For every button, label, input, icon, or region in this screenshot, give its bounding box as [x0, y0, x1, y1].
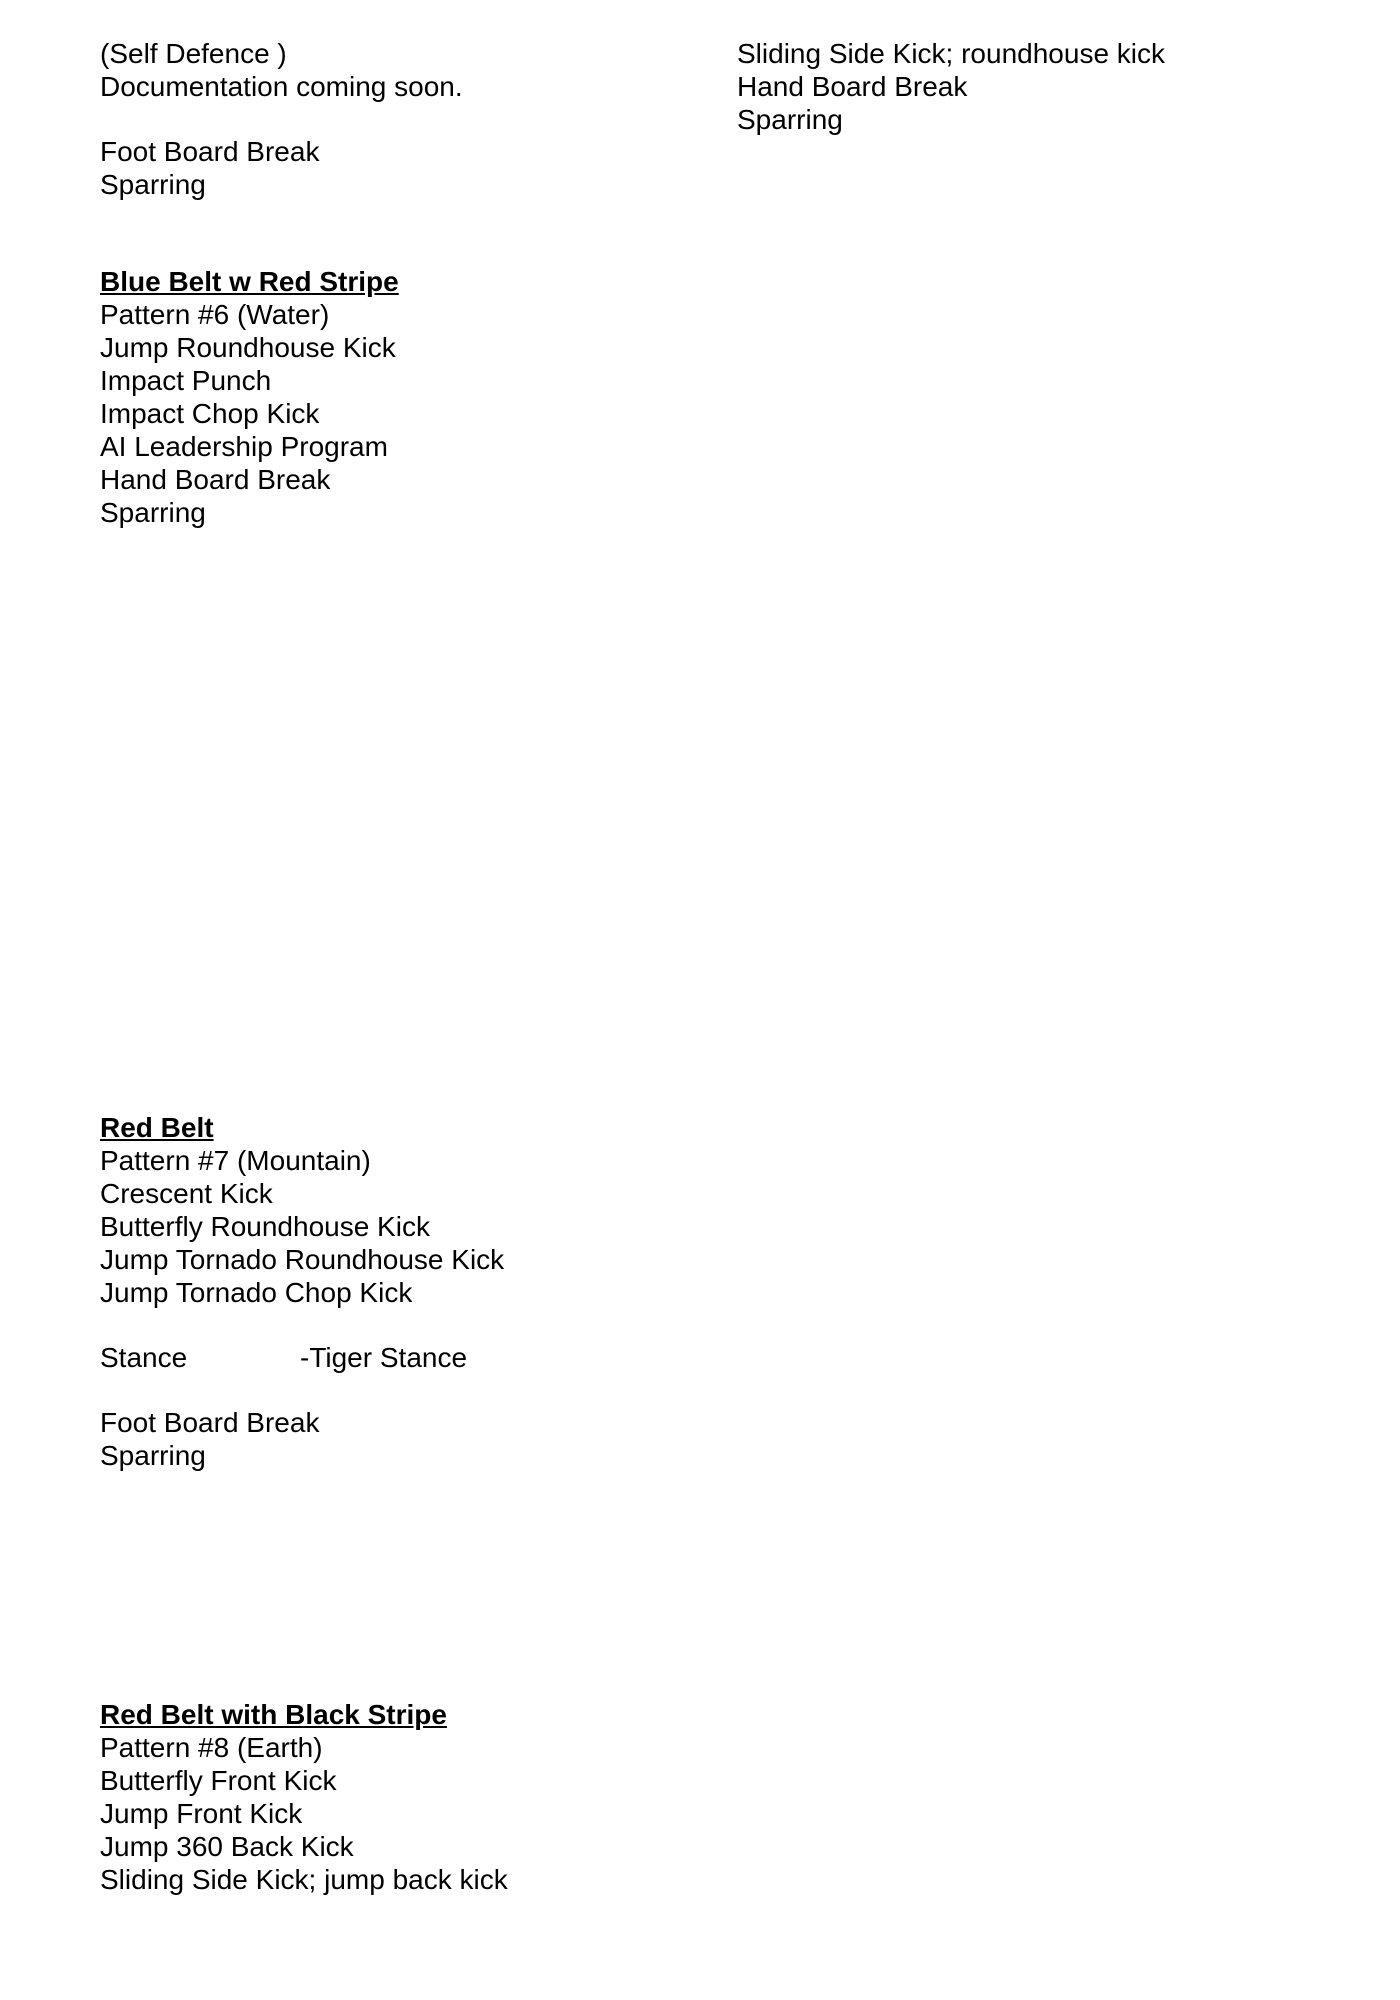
list-item: Hand Board Break	[100, 464, 331, 495]
list-item: Jump Tornado Chop Kick	[100, 1277, 413, 1308]
list-item: Sliding Side Kick; roundhouse kick	[737, 38, 1166, 69]
foot-board-break-item: Foot Board Break	[100, 136, 320, 167]
stance-value: -Tiger Stance	[300, 1342, 468, 1373]
self-defence-text: (Self Defence )	[100, 38, 287, 69]
list-item: Butterfly Roundhouse Kick	[100, 1211, 430, 1242]
list-item: Jump 360 Back Kick	[100, 1831, 354, 1862]
list-item: Sliding Side Kick; jump back kick	[100, 1864, 508, 1895]
list-item: Jump Tornado Roundhouse Kick	[100, 1244, 505, 1275]
red-belt-heading: Red Belt	[100, 1112, 214, 1143]
documentation-note: Documentation coming soon.	[100, 71, 463, 102]
list-item: Butterfly Front Kick	[100, 1765, 337, 1796]
blue-belt-red-stripe-heading: Blue Belt w Red Stripe	[100, 266, 399, 297]
red-belt-black-stripe-heading: Red Belt with Black Stripe	[100, 1699, 447, 1730]
list-item: AI Leadership Program	[100, 431, 388, 462]
sparring-item: Sparring	[100, 169, 206, 200]
list-item: Jump Front Kick	[100, 1798, 303, 1829]
stance-row	[100, 1341, 468, 1374]
list-item: Pattern #8 (Earth)	[100, 1732, 323, 1763]
sparring-item: Sparring	[100, 1440, 206, 1471]
list-item: Impact Punch	[100, 365, 272, 396]
foot-board-break-item: Foot Board Break	[100, 1407, 320, 1438]
list-item: Pattern #6 (Water)	[100, 299, 330, 330]
stance-label: Stance	[100, 1342, 188, 1373]
list-item: Hand Board Break	[737, 71, 968, 102]
list-item: Crescent Kick	[100, 1178, 273, 1209]
list-item: Impact Chop Kick	[100, 398, 320, 429]
list-item: Sparring	[737, 104, 843, 135]
list-item: Pattern #7 (Mountain)	[100, 1145, 371, 1176]
list-item: Sparring	[100, 497, 206, 528]
list-item: Jump Roundhouse Kick	[100, 332, 396, 363]
